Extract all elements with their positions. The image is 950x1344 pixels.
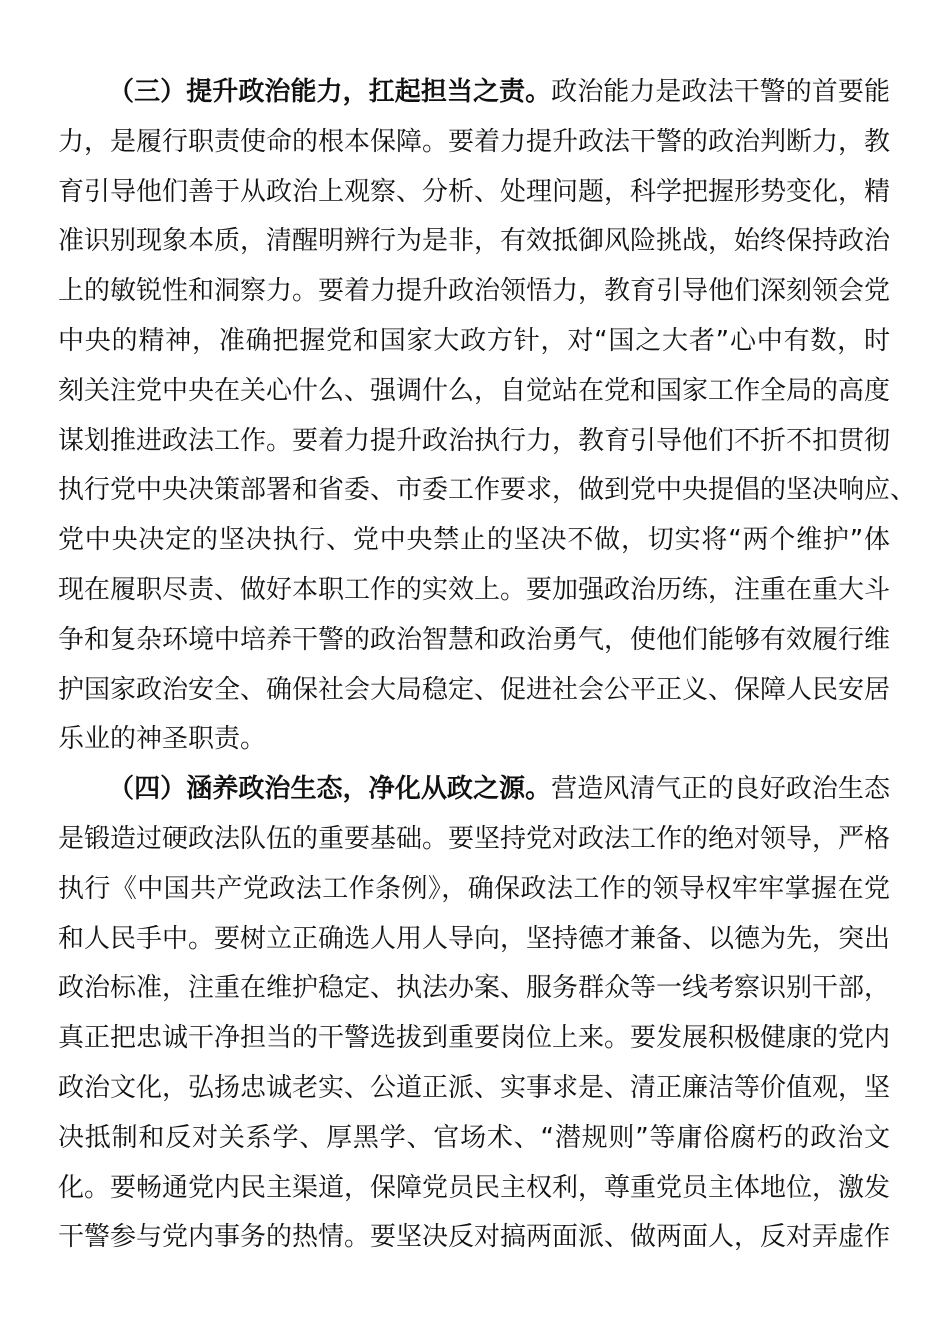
section-4-line-5: 真正把忠诚干净担当的干警选拔到重要岗位上来。要发展积极健康的党内 [58,1023,891,1054]
section-3-line-3: 准识别现象本质，清醒明辨行为是非，有效抵御风险挑战，始终保持政治 [58,226,891,257]
section-4-line-7: 决抵制和反对关系学、厚黑学、官场术、“潜规则”等庸俗腐朽的政治文 [58,1122,890,1153]
section-3-heading: （三）提升政治能力，扛起担当之责。 [108,77,552,107]
section-3-line-12: 护国家政治安全、确保社会大局稳定、促进社会公平正义、保障人民安居 [58,674,891,705]
document-body [58,68,917,1263]
section-3-first-line [58,68,890,118]
section-3-line-10: 现在履职尽责、做好本职工作的实效上。要加强政治历练，注重在重大斗 [58,574,891,605]
section-3-line-9: 党中央决定的坚决执行、党中央禁止的坚决不做，切实将“两个维护”体 [58,525,890,556]
section-4-line-4: 政治标准，注重在维护稳定、执法办案、服务群众等一线考察识别干部， [58,973,891,1004]
section-4-heading: （四）涵养政治生态，净化从政之源。 [108,774,552,805]
section-4-line-8: 化。要畅通党内民主渠道，保障党员民主权利，尊重党员主体地位，激发 [58,1172,891,1203]
section-4-line-9: 干警参与党内事务的热情。要坚决反对搞两面派、做两面人，反对弄虚作 [58,1222,891,1253]
section-4-line-6: 政治文化，弘扬忠诚老实、公道正派、实事求是、清正廉洁等价值观，坚 [58,1072,891,1103]
section-4-line-1: 是锻造过硬政法队伍的重要基础。要坚持党对政法工作的绝对领导，严格 [58,823,891,854]
section-4-line-0: 营造风清气正的良好政治生态 [551,774,890,805]
section-4-first-line [58,765,890,815]
section-3-line-2: 育引导他们善于从政治上观察、分析、处理问题，科学把握形势变化，精 [58,176,891,207]
section-3-line-5: 中央的精神，准确把握党和国家大政方针，对“国之大者”心中有数，时 [58,325,890,356]
section-3-line-6: 刻关注党中央在关心什么、强调什么，自觉站在党和国家工作全局的高度 [58,375,891,406]
section-3-line-13: 乐业的神圣职责。 [58,724,267,755]
section-3-line-4: 上的敏锐性和洞察力。要着力提升政治领悟力，教育引导他们深刻领会党 [58,276,891,307]
section-3-line-8: 执行党中央决策部署和省委、市委工作要求，做到党中央提倡的坚决响应、 [58,475,917,506]
section-3-line-1: 力，是履行职责使命的根本保障。要着力提升政法干警的政治判断力，教 [58,126,891,157]
section-3-line-0: 政治能力是政法干警的首要能 [551,77,890,107]
section-4-line-3: 和人民手中。要树立正确选人用人导向，坚持德才兼备、以德为先，突出 [58,923,891,954]
section-4-line-2: 执行《中国共产党政法工作条例》，确保政法工作的领导权牢牢掌握在党 [58,873,890,904]
section-3-line-7: 谋划推进政法工作。要着力提升政治执行力，教育引导他们不折不扣贯彻 [58,425,891,456]
section-3-line-11: 争和复杂环境中培养干警的政治智慧和政治勇气，使他们能够有效履行维 [58,624,891,655]
